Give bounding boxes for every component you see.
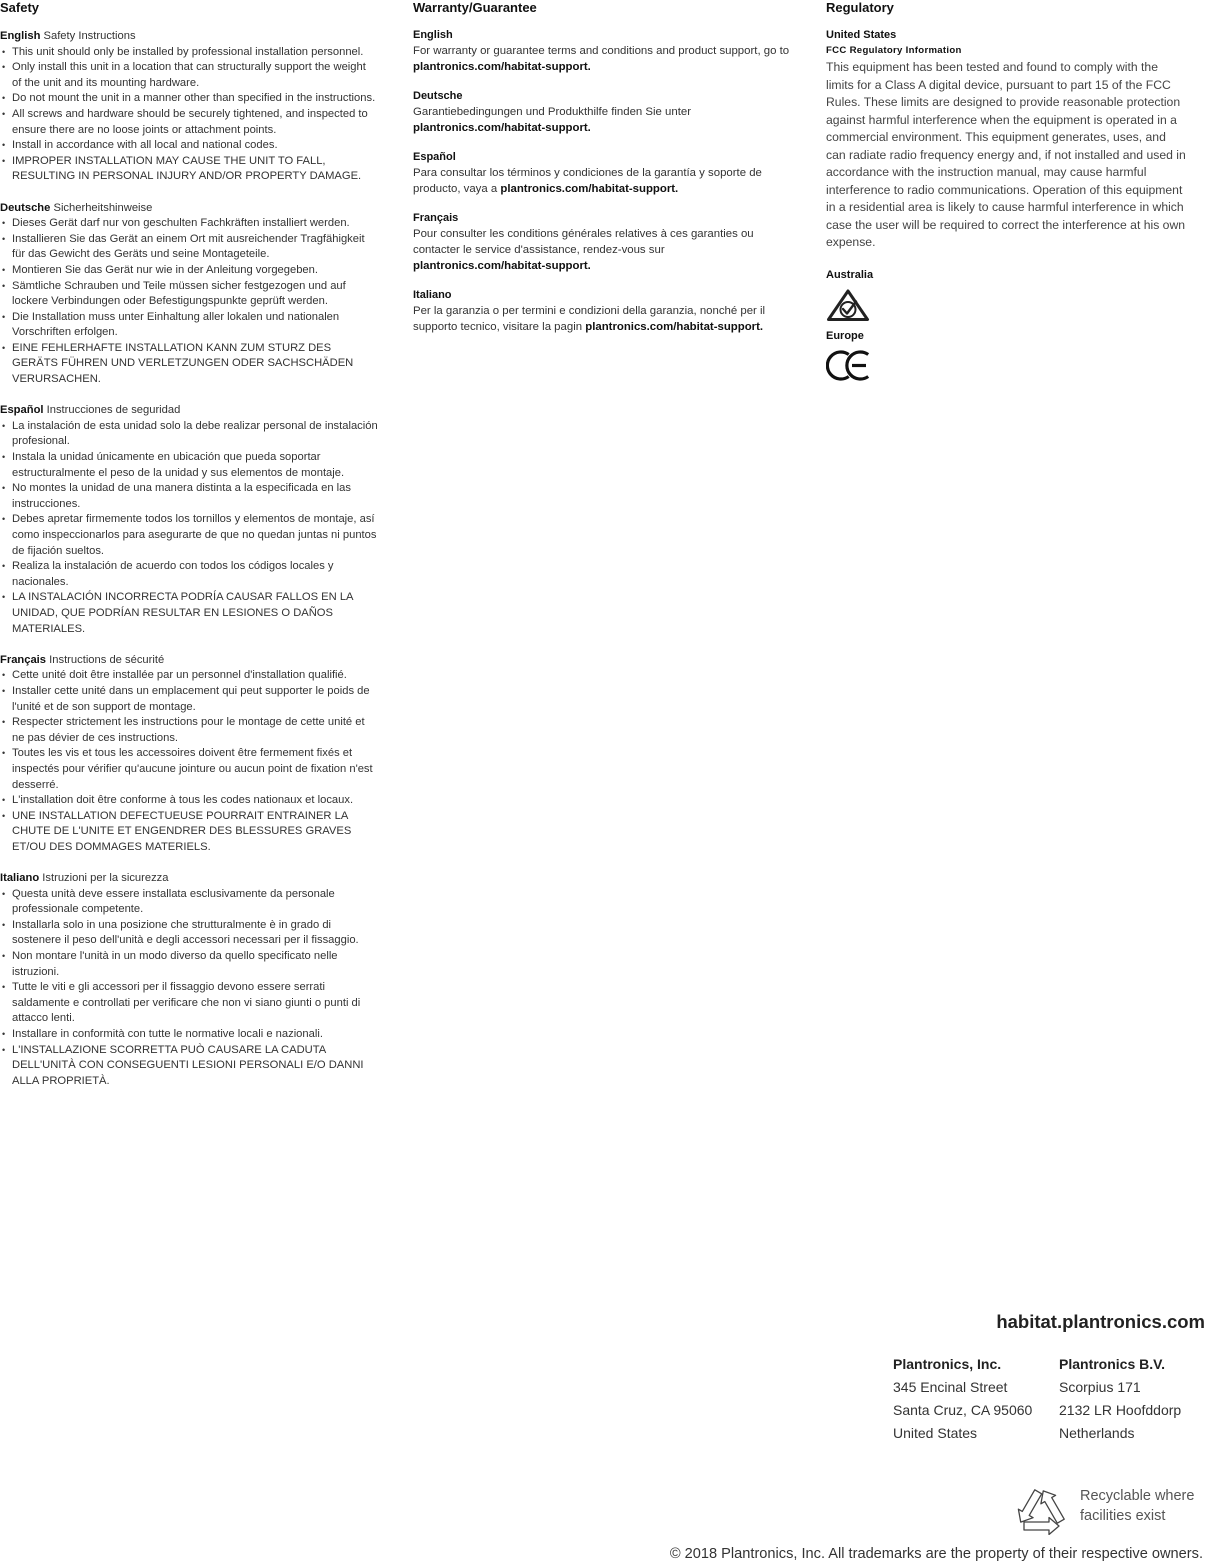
safety-list	[0, 216, 378, 388]
safety-item: • Installieren Sie das Gerät an einem Ort mit ausreichender Tragfähigkeit für das Gewicht des Geräts und seine Montageteile.	[0, 232, 378, 263]
safety-item: • No montes la unidad de una manera distinta a la especificada en las instrucciones.	[0, 481, 378, 512]
safety-item: • Questa unità deve essere installata esclusivamente da personale professionale competente.	[0, 887, 378, 918]
website-url[interactable]: habitat.plantronics.com	[996, 1311, 1205, 1332]
warranty-text-body: Per la garanzia o per termini e condizioni della garanzia, nonché per il supporto tecnico, visitare la pagin	[413, 305, 766, 333]
safety-item: • UNE INSTALLATION DEFECTUEUSE POURRAIT ENTRAINER LA CHUTE DE L'UNITE ET ENGENDRER DES BLESSURES GRAVES ET/OU DES DOMMAGES MATERIELS.	[0, 809, 378, 856]
safety-item: • Realiza la instalación de acuerdo con todos los códigos locales y nacionales.	[0, 559, 378, 590]
warranty-section-spanish	[413, 149, 791, 197]
safety-section-heading	[0, 871, 378, 887]
warranty-text	[413, 303, 791, 335]
safety-item: • La instalación de esta unidad solo la debe realizar personal de instalación profesional.	[0, 419, 378, 450]
fcc-statement: This equipment has been tested and found to comply with the limits for a Class A digital device, pursuant to part 15 of the FCC Rules. These limits are designed to provide reasonable protection against harmful interference when the equipment is operated in a commercial environment. This equipment generates, uses, and can radiate radio frequency energy and, if not installed and used in accordance with the instruction manual, may cause harmful interference to radio communications. Operation of this equipment in a residential area is likely to cause harmful interference in which case the user will be required to correct the interference at his own expense.	[826, 60, 1186, 249]
language-label: Italiano	[413, 289, 452, 301]
safety-column	[0, 0, 378, 1089]
warranty-text-body: Pour consulter les conditions générales relatives à ces garanties ou contacter le service d'assistance, rendez-vous sur	[413, 228, 754, 256]
warranty-section-italian	[413, 287, 791, 335]
warranty-column	[413, 0, 791, 335]
section-title: Instructions de sécurité	[49, 653, 165, 666]
safety-section-english	[0, 29, 378, 185]
recycle-note	[1080, 1486, 1194, 1526]
rcm-mark-icon	[826, 288, 870, 323]
support-link[interactable]: plantronics.com/habitat-support.	[413, 61, 591, 73]
warranty-text-body: Para consultar los términos y condiciones de la garantía y soporte de producto, vaya a	[413, 167, 762, 195]
address-block-nl	[1059, 1353, 1181, 1445]
safety-item: • Installer cette unité dans un emplacement qui peut supporter le poids de l'unité et de son support de montage.	[0, 684, 378, 715]
warranty-text	[413, 43, 791, 75]
recycle-line: Recyclable where	[1080, 1488, 1195, 1504]
language-label: Deutsche	[0, 201, 51, 214]
address-line: Netherlands	[1059, 1425, 1135, 1441]
company-name: Plantronics, Inc.	[893, 1356, 1002, 1372]
fcc-subheading: FCC Regulatory Information	[826, 45, 962, 56]
section-title: Safety Instructions	[43, 30, 136, 42]
safety-section-heading	[0, 403, 378, 419]
safety-item: • Respecter strictement les instructions pour le montage de cette unité et ne pas dévier de ces instructions.	[0, 715, 378, 746]
safety-section-french	[0, 653, 378, 856]
language-label: Français	[413, 212, 459, 224]
recycle-line: facilities exist	[1080, 1508, 1166, 1524]
safety-item: • Toutes les vis et tous les accessoires doivent être fermement fixés et inspectés pour vérifier qu'aucune jointure ou aucun point de fixation n'est desserré.	[0, 746, 378, 793]
safety-item: • Debes apretar firmemente todos los tornillos y elementos de montaje, así como inspeccionarlos para asegurarte de que no quedan juntas ni puntos de fijación sueltos.	[0, 512, 378, 559]
ce-mark-icon	[826, 350, 870, 381]
recycle-icon	[1011, 1479, 1071, 1535]
address-line: United States	[893, 1425, 978, 1441]
address-line: Santa Cruz, CA 95060	[893, 1402, 1033, 1418]
safety-item: • Sämtliche Schrauben und Teile müssen sicher festgezogen und auf lockere Verbindungen oder Befestigungspunkte geprüft werden.	[0, 279, 378, 310]
warranty-section-french	[413, 210, 791, 274]
regulatory-column	[826, 0, 1188, 381]
support-link[interactable]: plantronics.com/habitat-support.	[413, 260, 591, 272]
safety-section-italian	[0, 871, 378, 1089]
language-label: Italiano	[0, 872, 40, 885]
safety-title: Safety	[0, 0, 40, 15]
safety-item: • Instala la unidad únicamente en ubicación que pueda soportar estructuralmente el peso de la unidad y sus elementos de montaje.	[0, 450, 378, 481]
safety-item: • EINE FEHLERHAFTE INSTALLATION KANN ZUM STURZ DES GERÄTS FÜHREN UND VERLETZUNGEN ODER SACHSCHÄDEN VERURSACHEN.	[0, 341, 378, 388]
australia-heading: Australia	[826, 268, 874, 281]
support-link[interactable]: plantronics.com/habitat-support.	[413, 122, 591, 134]
safety-list	[0, 419, 378, 637]
safety-item: • This unit should only be installed by professional installation personnel.	[0, 45, 378, 61]
warranty-text	[413, 165, 791, 197]
warranty-title: Warranty/Guarantee	[413, 0, 537, 15]
safety-item: • Only install this unit in a location that can structurally support the weight of the unit and its mounting hardware.	[0, 60, 378, 91]
safety-item: • Non montare l'unità in un modo diverso da quello specificato nelle istruzioni.	[0, 949, 378, 980]
safety-list	[0, 668, 378, 855]
safety-item: • L'INSTALLAZIONE SCORRETTA PUÒ CAUSARE LA CADUTA DELL'UNITÀ CON CONSEGUENTI LESIONI PERSONALI E/O DANNI ALLA PROPRIETÀ.	[0, 1043, 378, 1090]
safety-section-heading	[0, 29, 378, 45]
warranty-text	[413, 104, 791, 136]
language-label: Français	[0, 653, 47, 666]
address-block-us	[893, 1353, 1032, 1445]
language-label: English	[0, 30, 41, 42]
safety-item: • Dieses Gerät darf nur von geschulten Fachkräften installiert werden.	[0, 216, 378, 232]
language-label: Español	[0, 404, 44, 417]
company-name: Plantronics B.V.	[1059, 1356, 1166, 1372]
safety-item: • Tutte le viti e gli accessori per il fissaggio devono essere serrati saldamente e controllati per verificare che non vi siano giunti o punti di attacco lenti.	[0, 980, 378, 1027]
safety-item: • L'installation doit être conforme à tous les codes nationaux et locaux.	[0, 793, 378, 809]
safety-item: • Die Installation muss unter Einhaltung aller lokalen und nationalen Vorschriften erfolgen.	[0, 310, 378, 341]
safety-section-german	[0, 201, 378, 388]
support-link[interactable]: plantronics.com/habitat-support.	[585, 321, 764, 333]
section-title: Sicherheitshinweise	[53, 201, 153, 214]
safety-list	[0, 887, 378, 1090]
europe-heading: Europe	[826, 329, 864, 342]
safety-section-heading	[0, 653, 378, 669]
section-title: Instrucciones de seguridad	[46, 404, 181, 417]
warranty-text-body: Garantiebedingungen und Produkthilfe finden Sie unter	[413, 106, 692, 118]
safety-list	[0, 45, 378, 185]
us-heading: United States	[826, 29, 897, 41]
safety-item: • All screws and hardware should be securely tightened, and inspected to ensure there are no loose joints or attachment points.	[0, 107, 378, 138]
support-link[interactable]: plantronics.com/habitat-support.	[500, 183, 679, 195]
copyright-notice: © 2018 Plantronics, Inc. All trademarks are the property of their respective owners.	[669, 1546, 1203, 1562]
safety-item: • LA INSTALACIÓN INCORRECTA PODRÍA CAUSAR FALLOS EN LA UNIDAD, QUE PODRÍAN RESULTAR EN LESIONES O DAÑOS MATERIALES.	[0, 590, 378, 637]
safety-item: • Cette unité doit être installée par un personnel d'installation qualifié.	[0, 668, 378, 684]
safety-item: • Do not mount the unit in a manner other than specified in the instructions.	[0, 91, 378, 107]
safety-section-spanish	[0, 403, 378, 637]
address-line: 345 Encinal Street	[893, 1379, 1008, 1395]
address-line: Scorpius 171	[1059, 1379, 1141, 1395]
language-label: Español	[413, 151, 456, 163]
language-label: Deutsche	[413, 90, 463, 102]
warranty-text-body: For warranty or guarantee terms and conditions and product support, go to	[413, 45, 790, 57]
safety-section-heading	[0, 201, 378, 217]
warranty-section-english	[413, 27, 791, 75]
safety-item: • Install in accordance with all local and national codes.	[0, 138, 378, 154]
warranty-text	[413, 226, 791, 274]
section-title: Istruzioni per la sicurezza	[42, 872, 169, 885]
safety-item: • Installarla solo in una posizione che strutturalmente è in grado di sostenere il peso dell'unità e degli accessori necessari per il fissaggio.	[0, 918, 378, 949]
address-line: 2132 LR Hoofddorp	[1059, 1402, 1182, 1418]
warranty-section-german	[413, 88, 791, 136]
language-label: English	[413, 29, 453, 41]
safety-item: • Montieren Sie das Gerät nur wie in der Anleitung vorgegeben.	[0, 263, 378, 279]
safety-item: • Installare in conformità con tutte le normative locali e nazionali.	[0, 1027, 378, 1043]
safety-item: • IMPROPER INSTALLATION MAY CAUSE THE UNIT TO FALL, RESULTING IN PERSONAL INJURY AND/OR PROPERTY DAMAGE.	[0, 154, 378, 185]
regulatory-title: Regulatory	[826, 0, 894, 15]
